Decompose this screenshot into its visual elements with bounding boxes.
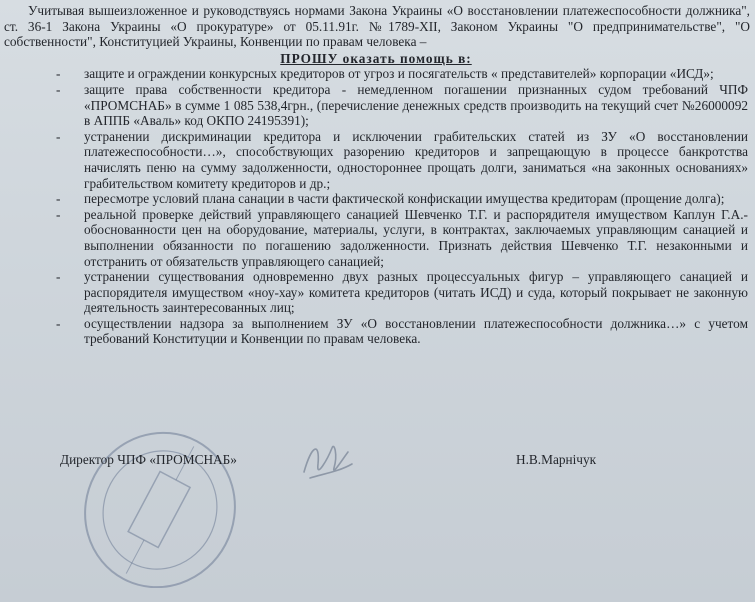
signatory-title: Директор ЧПФ «ПРОМСНАБ» [60,452,237,467]
list-item-text: устранении существования одновременно двух разных процессуальных фигур – управляющего санацией и распорядителя имуществом «ноу-хау» комитета кредиторов (читать ИСД) и суда, который покрывает не законную деятельность заинтересованных лиц; [84,269,748,316]
list-item [0,82,752,129]
bullet-dash-icon: - [56,128,61,144]
bullet-dash-icon: - [56,315,61,331]
request-heading [0,51,752,67]
list-item [0,269,752,316]
letter-body [0,3,752,347]
list-item-text: реальной проверке действий управляющего санацией Шевченко Т.Г. и распорядителя имуществом Каплун Г.А.- обоснованности цен на оборудование, материалы, услуги, в контрактах, заключаемых управляющим санацией и выполнении обязанности по погашению задолженности. Признать действия Шевченко Т.Г. незаконными и отстранить от обязательств управляющего санацией; [84,206,748,269]
signatory-name: Н.В.Марнічук [516,452,597,467]
bullet-dash-icon: - [56,191,61,207]
bullet-dash-icon: - [56,206,61,222]
list-item-text: защите и ограждении конкурсных кредиторов от угроз и посягательств « представителей» корпорации «ИСД»; [84,66,714,82]
handwritten-signature-icon [298,434,358,484]
list-item-text: осуществлении надзора за выполнением ЗУ «О восстановлении платежеспособности должника…» с учетом требований Конституции и Конвенции по правам человека. [84,315,748,347]
intro-paragraph: Учитывая вышеизложенное и руководствуясь нормами Закона Украины «О восстановлении платежеспособности должника", ст. 36-1 Закона Украины «О прокуратуре» от 05.11.91г. №1789-XII, Законом Украины "О предпринимательстве", "О собственности", Конституцией Украины, Конвенции по правам человека – [4,3,750,50]
bullet-dash-icon: - [56,81,61,97]
bullet-dash-icon: - [56,66,61,82]
request-heading-text: ПРОШУ оказать помощь в: [280,50,472,66]
list-item-text: защите права собственности кредитора - немедленном погашении признанных судом требований ЧПФ «ПРОМСНАБ» в сумме 1 085 538,4грн., (перечисление денежных средств производить на текущий счет №26000092 в АППБ «Аваль» код ОКПО 24195391); [84,81,748,129]
list-item [0,316,752,347]
list-item [0,191,752,207]
list-item-text: пересмотре условий плана санации в части фактической конфискации имущества кредиторам (прощение долга); [84,191,725,207]
bullet-dash-icon: - [56,269,61,285]
list-item-text: устранении дискриминации кредитора и исключении грабительских статей из ЗУ «О восстановлении платежеспособности…», способствующих разорению кредиторов и запрещающую в процессе банкротства начислять пеню на сумму задолженности, одностороннее прощать долги, заниматься «на законных основаниях» грабительством комитету кредиторов и др.; [84,128,748,191]
request-list [0,66,752,347]
list-item [0,207,752,269]
list-item [0,129,752,191]
company-stamp-icon [60,418,260,588]
list-item [0,66,752,82]
